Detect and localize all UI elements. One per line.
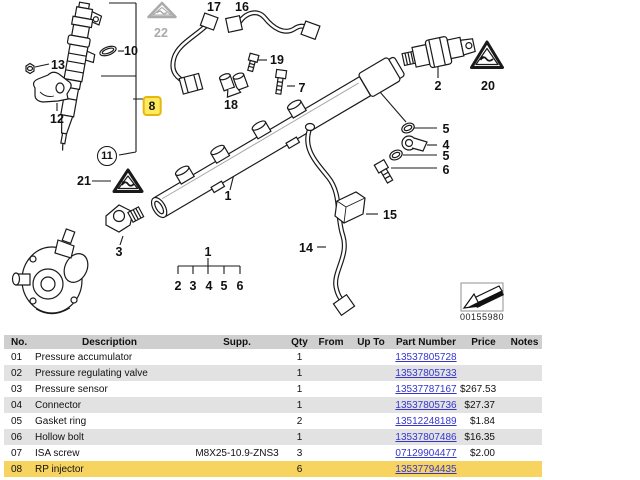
cell-supp (187, 349, 287, 365)
callout-21[interactable]: 21 (77, 174, 91, 188)
callout-22[interactable]: 22 (154, 26, 168, 40)
column-header-supp: Supp. (187, 335, 287, 349)
callout-16[interactable]: 16 (235, 0, 249, 14)
cell-supp (187, 461, 287, 477)
column-header-notes: Notes (507, 335, 542, 349)
cell-price: $1.84 (469, 415, 495, 427)
cell-description: ISA screw (35, 447, 80, 459)
cell-part_number (392, 349, 460, 365)
callout-15[interactable]: 15 (383, 208, 397, 222)
callout-3[interactable]: 3 (189, 279, 197, 293)
cell-description: Pressure accumulator (35, 351, 133, 363)
callout-14[interactable]: 14 (299, 241, 313, 255)
cell-supp (187, 365, 287, 381)
part-number-link[interactable]: 07129904477 (395, 447, 457, 459)
cell-supp (187, 381, 287, 397)
callout-8[interactable]: 8 (143, 96, 162, 116)
cell-price (460, 461, 507, 477)
cell-up_to (350, 349, 392, 365)
cell-no: 06 (4, 429, 32, 445)
cell-part_number (392, 381, 460, 397)
column-header-price: Price (460, 335, 507, 349)
cell-notes (507, 413, 542, 429)
table-row[interactable] (4, 365, 542, 381)
cell-from (312, 445, 350, 461)
cell-from (312, 381, 350, 397)
cell-no: 07 (11, 447, 23, 459)
cell-from (312, 461, 350, 477)
cell-part_number (392, 429, 460, 445)
cell-no: 03 (11, 383, 23, 395)
table-row[interactable] (4, 429, 542, 445)
cell-qty: 2 (296, 415, 303, 427)
cell-description: Hollow bolt (32, 429, 187, 445)
callout-19[interactable]: 19 (270, 53, 284, 67)
part-number-link[interactable]: 13537805736 (395, 399, 457, 411)
table-row[interactable] (4, 461, 542, 477)
callout-5[interactable]: 5 (442, 149, 450, 163)
callout-10[interactable]: 10 (124, 44, 138, 58)
table-row[interactable] (4, 349, 542, 365)
cell-price: $16.35 (460, 429, 507, 445)
cell-notes (507, 445, 542, 461)
callout-13[interactable]: 13 (51, 58, 65, 72)
parts-table-section (4, 335, 542, 477)
part-number-link[interactable]: 13537787167 (395, 383, 457, 395)
callout-6[interactable]: 6 (236, 279, 244, 293)
cell-supp: M8X25-10.9-ZNS3 (195, 447, 279, 459)
cell-no: 08 (4, 461, 32, 477)
column-header-description: Description (32, 335, 187, 349)
callout-11[interactable]: 11 (97, 146, 117, 166)
callout-12[interactable]: 12 (50, 112, 64, 126)
cell-up_to (350, 461, 392, 477)
column-header-from: From (312, 335, 350, 349)
cell-from (312, 413, 350, 429)
callout-6[interactable]: 6 (442, 163, 450, 177)
cell-up_to (350, 429, 392, 445)
cell-up_to (350, 381, 392, 397)
part-number-link[interactable]: 13512248189 (395, 415, 457, 427)
callout-4[interactable]: 4 (205, 279, 213, 293)
cell-qty: 1 (287, 429, 312, 445)
cell-notes (507, 365, 542, 381)
cell-notes (507, 461, 542, 477)
callout-1[interactable]: 1 (204, 245, 212, 259)
table-header (4, 335, 542, 349)
cell-supp (187, 429, 287, 445)
table-row[interactable] (4, 381, 542, 397)
cell-up_to (350, 445, 392, 461)
callout-17[interactable]: 17 (207, 0, 221, 14)
cell-description: Pressure sensor (35, 383, 108, 395)
table-row[interactable] (4, 445, 542, 461)
cell-qty: 1 (296, 383, 303, 395)
cell-part_number (392, 445, 460, 461)
cell-part_number (392, 397, 460, 413)
cell-supp (187, 413, 287, 429)
cell-description: Connector (32, 397, 187, 413)
cell-no: 02 (4, 365, 32, 381)
cell-notes (507, 381, 542, 397)
cell-price: $267.53 (460, 383, 497, 395)
column-header-qty: Qty (287, 335, 312, 349)
column-header-part_number: Part Number (392, 335, 460, 349)
cell-no: 04 (4, 397, 32, 413)
callout-2[interactable]: 2 (434, 79, 442, 93)
callout-5[interactable]: 5 (220, 279, 228, 293)
cell-qty: 1 (287, 397, 312, 413)
part-number-link[interactable]: 13537794435 (395, 463, 457, 475)
cell-price (460, 349, 507, 365)
cell-part_number (392, 461, 460, 477)
cell-qty: 3 (296, 447, 303, 459)
cell-supp (187, 397, 287, 413)
part-number-link[interactable]: 13537805728 (395, 351, 457, 363)
part-number-link[interactable]: 13537807486 (395, 431, 457, 443)
table-row[interactable] (4, 413, 542, 429)
cell-up_to (350, 365, 392, 381)
cell-notes (507, 349, 542, 365)
cell-from (312, 429, 350, 445)
callout-4[interactable]: 4 (442, 138, 450, 152)
parts-table (4, 335, 542, 477)
cell-qty: 6 (287, 461, 312, 477)
cell-description: Gasket ring (35, 415, 87, 427)
callout-5[interactable]: 5 (442, 122, 450, 136)
cell-from (312, 397, 350, 413)
cell-description: Pressure regulating valve (32, 365, 187, 381)
cell-up_to (350, 413, 392, 429)
cell-no: 01 (11, 351, 23, 363)
table-row[interactable] (4, 397, 542, 413)
diagram-image-number: 00155980 (459, 312, 505, 322)
callout-20[interactable]: 20 (481, 79, 495, 93)
cell-from (312, 349, 350, 365)
callout-3[interactable]: 3 (115, 245, 123, 259)
callout-18[interactable]: 18 (224, 98, 238, 112)
column-header-no: No. (4, 335, 32, 349)
cell-up_to (350, 397, 392, 413)
cell-part_number (392, 365, 460, 381)
cell-notes (507, 397, 542, 413)
cell-price: $2.00 (469, 447, 495, 459)
cell-qty: 1 (287, 365, 312, 381)
cell-notes (507, 429, 542, 445)
column-header-up_to: Up To (350, 335, 392, 349)
cell-price (460, 365, 507, 381)
cell-no: 05 (11, 415, 23, 427)
callout-1[interactable]: 1 (224, 189, 232, 203)
cell-qty: 1 (296, 351, 303, 363)
cell-part_number (392, 413, 460, 429)
cell-description: RP injector (32, 461, 187, 477)
part-number-link[interactable]: 13537805733 (395, 367, 457, 379)
callout-7[interactable]: 7 (298, 81, 306, 95)
callout-2[interactable]: 2 (174, 279, 182, 293)
cell-price: $27.37 (460, 397, 507, 413)
cell-from (312, 365, 350, 381)
